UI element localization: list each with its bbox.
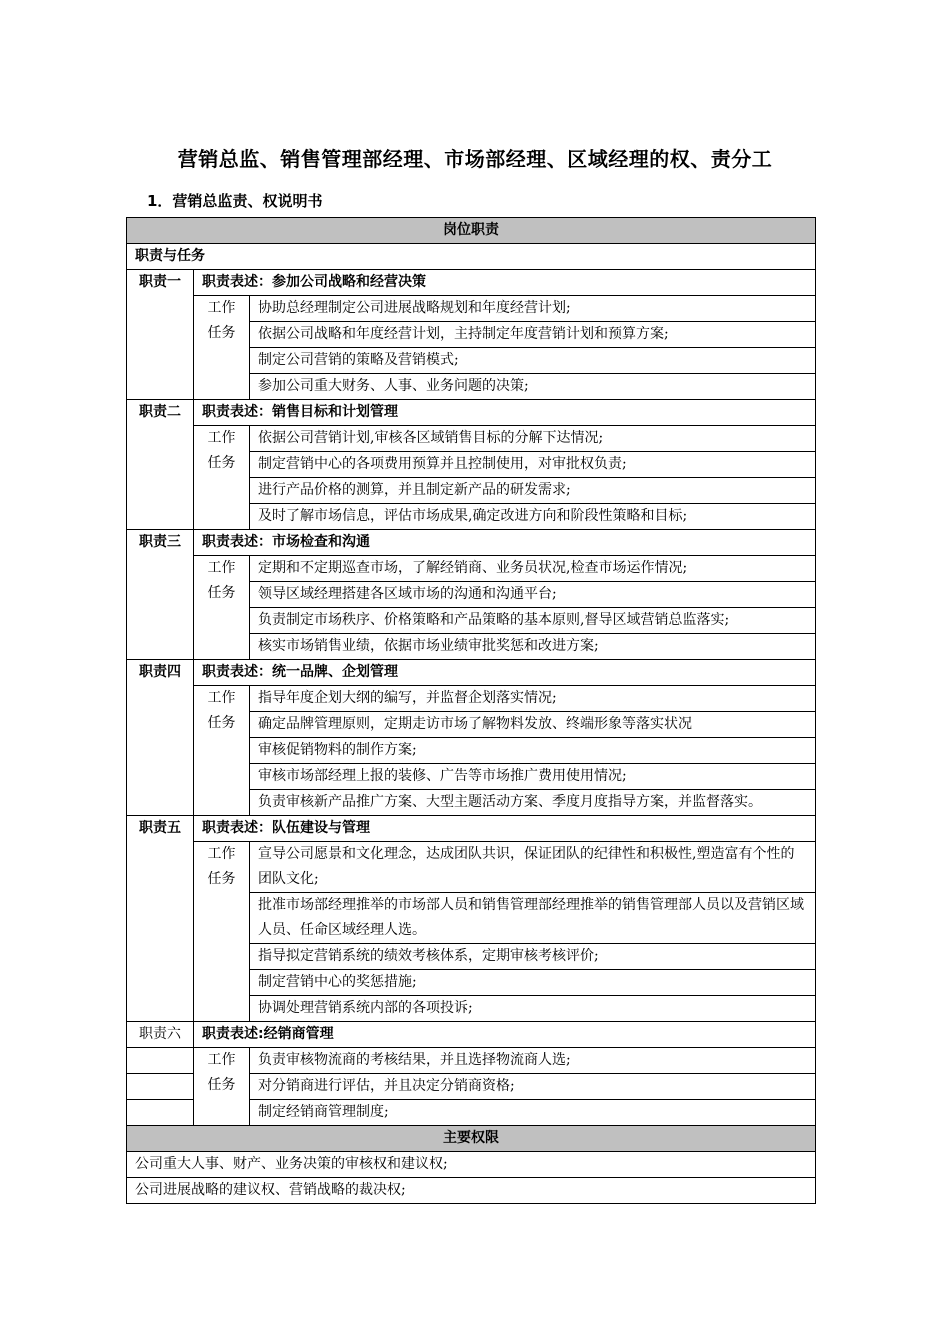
duty-code: 职责三 (127, 530, 194, 660)
duty-header-row (127, 218, 816, 244)
duty-row-1 (127, 270, 816, 296)
authority-item: 公司进展战略的建议权、营销战略的裁决权; (127, 1178, 816, 1204)
authority-header: 主要权限 (127, 1126, 816, 1152)
duty-description: 职责表述：市场检查和沟通 (194, 530, 816, 556)
work-task-label (194, 842, 250, 1022)
duty-code: 职责一 (127, 270, 194, 400)
task-row (127, 296, 816, 322)
work-task-label (194, 426, 250, 530)
section-label: 职责与任务 (127, 244, 816, 270)
work-label-line2: 任务 (207, 455, 236, 471)
task-item: 定期和不定期巡查市场，了解经销商、业务员状况,检查市场运作情况; (250, 556, 816, 582)
section-subtitle: 1．营销总监责、权说明书 (147, 192, 323, 210)
authority-item: 公司重大人事、财产、业务决策的审核权和建议权; (127, 1152, 816, 1178)
duty-code: 职责六 (127, 1022, 194, 1048)
task-item: 制定公司营销的策略及营销模式; (250, 348, 816, 374)
duty-table (126, 217, 816, 1204)
work-label-line1: 工作 (207, 846, 236, 862)
task-item: 负责制定市场秩序、价格策略和产品策略的基本原则,督导区域营销总监落实; (250, 608, 816, 634)
authority-row (127, 1178, 816, 1204)
task-item: 依据公司营销计划,审核各区域销售目标的分解下达情况; (250, 426, 816, 452)
task-item: 确定品牌管理原则，定期走访市场了解物料发放、终端形象等落实状况 (250, 712, 816, 738)
duty-row-3 (127, 530, 816, 556)
section-row (127, 244, 816, 270)
task-item: 对分销商进行评估，并且决定分销商资格; (250, 1074, 816, 1100)
duty-description: 职责表述：队伍建设与管理 (194, 816, 816, 842)
work-label-line2: 任务 (207, 585, 236, 601)
duty-code: 职责五 (127, 816, 194, 1022)
duty-row-4 (127, 660, 816, 686)
task-item: 参加公司重大财务、人事、业务问题的决策; (250, 374, 816, 400)
duty-row-6 (127, 1022, 816, 1048)
work-task-label (194, 686, 250, 816)
duty-description: 职责表述:经销商管理 (194, 1022, 816, 1048)
empty-cell (127, 1048, 194, 1074)
duty-code: 职责四 (127, 660, 194, 816)
work-label-line2: 任务 (207, 1077, 236, 1093)
empty-cell (127, 1074, 194, 1100)
duty-header: 岗位职责 (127, 218, 816, 244)
task-item: 审核促销物料的制作方案; (250, 738, 816, 764)
work-label-line1: 工作 (207, 300, 236, 316)
task-item: 协助总经理制定公司进展战略规划和年度经营计划; (250, 296, 816, 322)
duty-description: 职责表述：销售目标和计划管理 (194, 400, 816, 426)
task-item: 批准市场部经理推举的市场部人员和销售管理部经理推举的销售管理部人员以及营销区域人员、任命区域经理人选。 (250, 893, 816, 944)
task-item: 领导区域经理搭建各区域市场的沟通和沟通平台; (250, 582, 816, 608)
work-label-line1: 工作 (207, 560, 236, 576)
task-item: 依据公司战略和年度经营计划，主持制定年度营销计划和预算方案; (250, 322, 816, 348)
task-item: 宣导公司愿景和文化理念，达成团队共识，保证团队的纪律性和积极性,塑造富有个性的团队文化; (250, 842, 816, 893)
work-task-label (194, 556, 250, 660)
authority-row (127, 1152, 816, 1178)
task-item: 指导拟定营销系统的绩效考核体系，定期审核考核评价; (250, 944, 816, 970)
task-item: 负责审核物流商的考核结果，并且选择物流商人选; (250, 1048, 816, 1074)
work-label-line2: 任务 (207, 715, 236, 731)
work-task-label (194, 1048, 250, 1126)
authority-header-row (127, 1126, 816, 1152)
task-item: 审核市场部经理上报的装修、广告等市场推广费用使用情况; (250, 764, 816, 790)
duty-description: 职责表述：统一品牌、企划管理 (194, 660, 816, 686)
work-label-line2: 任务 (207, 325, 236, 341)
work-task-label (194, 296, 250, 400)
task-item: 指导年度企划大纲的编写，并监督企划落实情况; (250, 686, 816, 712)
work-label-line2: 任务 (207, 871, 236, 887)
duty-row-2 (127, 400, 816, 426)
work-label-line1: 工作 (207, 1052, 236, 1068)
work-label-line1: 工作 (207, 430, 236, 446)
task-item: 协调处理营销系统内部的各项投诉; (250, 996, 816, 1022)
duty-row-5 (127, 816, 816, 842)
task-row (127, 686, 816, 712)
task-item: 及时了解市场信息，评估市场成果,确定改进方向和阶段性策略和目标; (250, 504, 816, 530)
task-item: 负责审核新产品推广方案、大型主题活动方案、季度月度指导方案，并监督落实。 (250, 790, 816, 816)
task-row (127, 842, 816, 893)
task-row (127, 426, 816, 452)
document-title: 营销总监、销售管理部经理、市场部经理、区域经理的权、责分工 (177, 147, 773, 171)
task-item: 制定营销中心的奖惩措施; (250, 970, 816, 996)
duty-description: 职责表述：参加公司战略和经营决策 (194, 270, 816, 296)
task-item: 核实市场销售业绩，依据市场业绩审批奖惩和改进方案; (250, 634, 816, 660)
task-row (127, 556, 816, 582)
task-item: 制定营销中心的各项费用预算并且控制使用，对审批权负责; (250, 452, 816, 478)
task-item: 进行产品价格的测算，并且制定新产品的研发需求; (250, 478, 816, 504)
task-row (127, 1048, 816, 1074)
empty-cell (127, 1100, 194, 1126)
task-item: 制定经销商管理制度; (250, 1100, 816, 1126)
duty-code: 职责二 (127, 400, 194, 530)
work-label-line1: 工作 (207, 690, 236, 706)
